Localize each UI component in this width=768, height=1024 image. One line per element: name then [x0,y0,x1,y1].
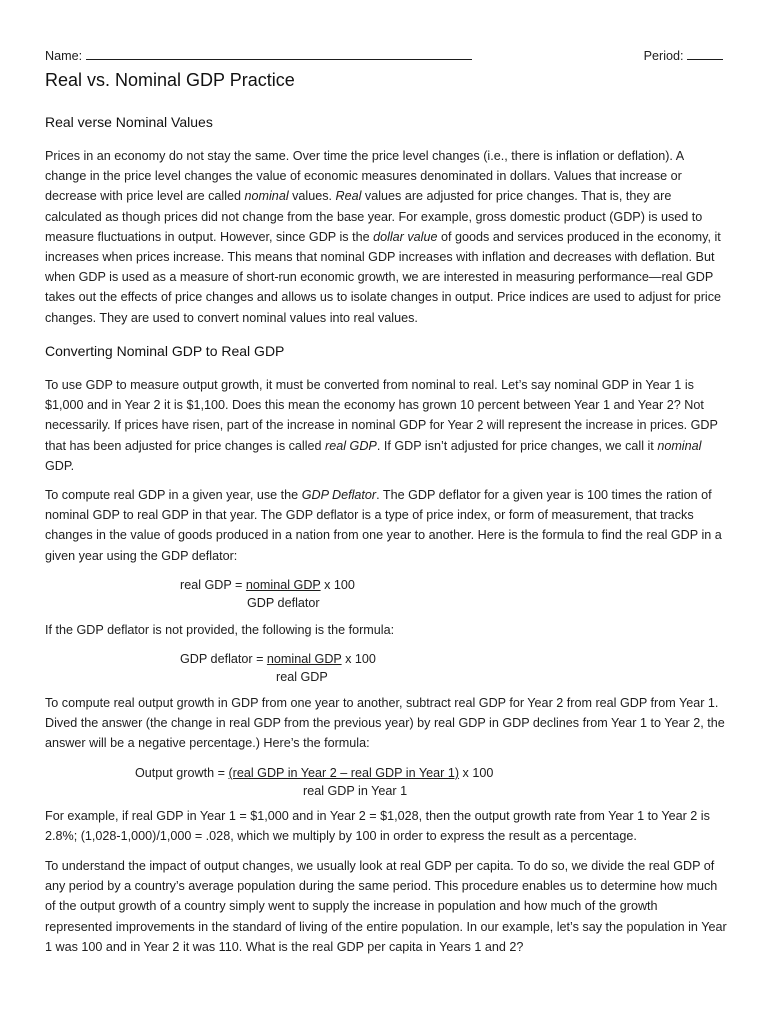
paragraph-example: For example, if real GDP in Year 1 = $1,000 and in Year 2 = $1,028, then the output growth rate from Year 1 to Year 2 is 2.8%; (1,028-1,000)/1,000 = .028, which we multiply by 100 in order to express the result as a percentage. [45,809,710,844]
formula-denominator: real GDP in Year 1 [303,784,408,798]
header-row [45,46,723,66]
page-title: Real vs. Nominal GDP Practice [45,70,295,90]
formula-output-growth: Output growth = (real GDP in Year 2 – real GDP in Year 1) x 100 real GDP in Year 1 [135,763,493,783]
paragraph-deflator-not-provided: If the GDP deflator is not provided, the following is the formula: [45,623,395,637]
name-blank [86,47,472,60]
formula-numerator: (real GDP in Year 2 – real GDP in Year 1) [228,766,460,780]
formula-numerator: nominal GDP [245,578,321,592]
name-line [45,46,472,66]
name-label: Name: [45,49,83,63]
section-heading-real-vs-nominal: Real verse Nominal Values [45,114,213,130]
period-line [644,46,723,66]
formula-real-gdp: real GDP = nominal GDP x 100 GDP deflator [180,575,355,595]
period-label: Period: [643,49,684,63]
paragraph-gdp-deflator: To compute real GDP in a given year, use the GDP Deflator. The GDP deflator for a given year is 100 times the ration of nominal GDP to real GDP in that year. The GDP deflator is a type of price index, or form of measurement, that tracks changes in the value of goods produced in a nation from one year to another. Here is the formula to find the real GDP in a given year using the GDP deflator: [45,488,722,563]
period-blank [687,47,723,60]
paragraph-real-vs-nominal: Prices in an economy do not stay the same. Over time the price level changes (i.e., there is inflation or deflation). A change in the price level changes the value of economic measures denominated in dollars. Values that increase or decrease with price level are called nominal values. Real values are adjusted for price changes. That is, they are calculated as though prices did not change from the base year. For example, gross domestic product (GDP) is used to measure fluctuations in output. However, since GDP is the dollar value of goods and services produced in the economy, it increases when prices increase. This means that nominal GDP increases with inflation and decreases with deflation. But when GDP is used as a measure of short-run economic growth, we are interested in measuring performance—real GDP takes out the effects of price changes and allows us to isolate changes in output. Price indices are used to adjust for price changes. They are used to convert nominal values into real values. [45,149,722,325]
paragraph-per-capita: To understand the impact of output changes, we usually look at real GDP per capita. To do so, we divide the real GDP of any period by a country’s average population during the same period. This procedure enables us to determine how much of the output growth of a country simply went to supply the increase in population and how much of the growth represented improvements in the standard of living of the entire population. In our example, let’s say the population in Year 1 was 100 and in Year 2 it was 110. What is the real GDP per capita in Years 1 and 2? [45,859,727,954]
formula-gdp-deflator: GDP deflator = nominal GDP x 100 real GDP [180,649,376,669]
section-heading-converting: Converting Nominal GDP to Real GDP [45,343,285,359]
paragraph-output-growth: To compute real output growth in GDP from one year to another, subtract real GDP for Year 2 from real GDP from Year 1. Dived the answer (the change in real GDP from the previous year) by real GDP in GDP declines from Year 1 to Year 2, the answer will be a negative percentage.) Here’s the formula: [45,696,725,751]
formula-numerator: nominal GDP [266,652,342,666]
formula-denominator: real GDP [276,670,328,684]
paragraph-use-gdp: To use GDP to measure output growth, it must be converted from nominal to real. Let’s say nominal GDP in Year 1 is $1,000 and in Year 2 it is $1,100. Does this mean the economy has grown 10 percent between Year 1 and Year 2? Not necessarily. If prices have risen, part of the increase in nominal GDP for Year 2 will represent the increase in prices. GDP that has been adjusted for price changes is called real GDP. If GDP isn’t adjusted for price changes, we call it nominal GDP. [45,378,718,473]
formula-denominator: GDP deflator [247,596,320,610]
